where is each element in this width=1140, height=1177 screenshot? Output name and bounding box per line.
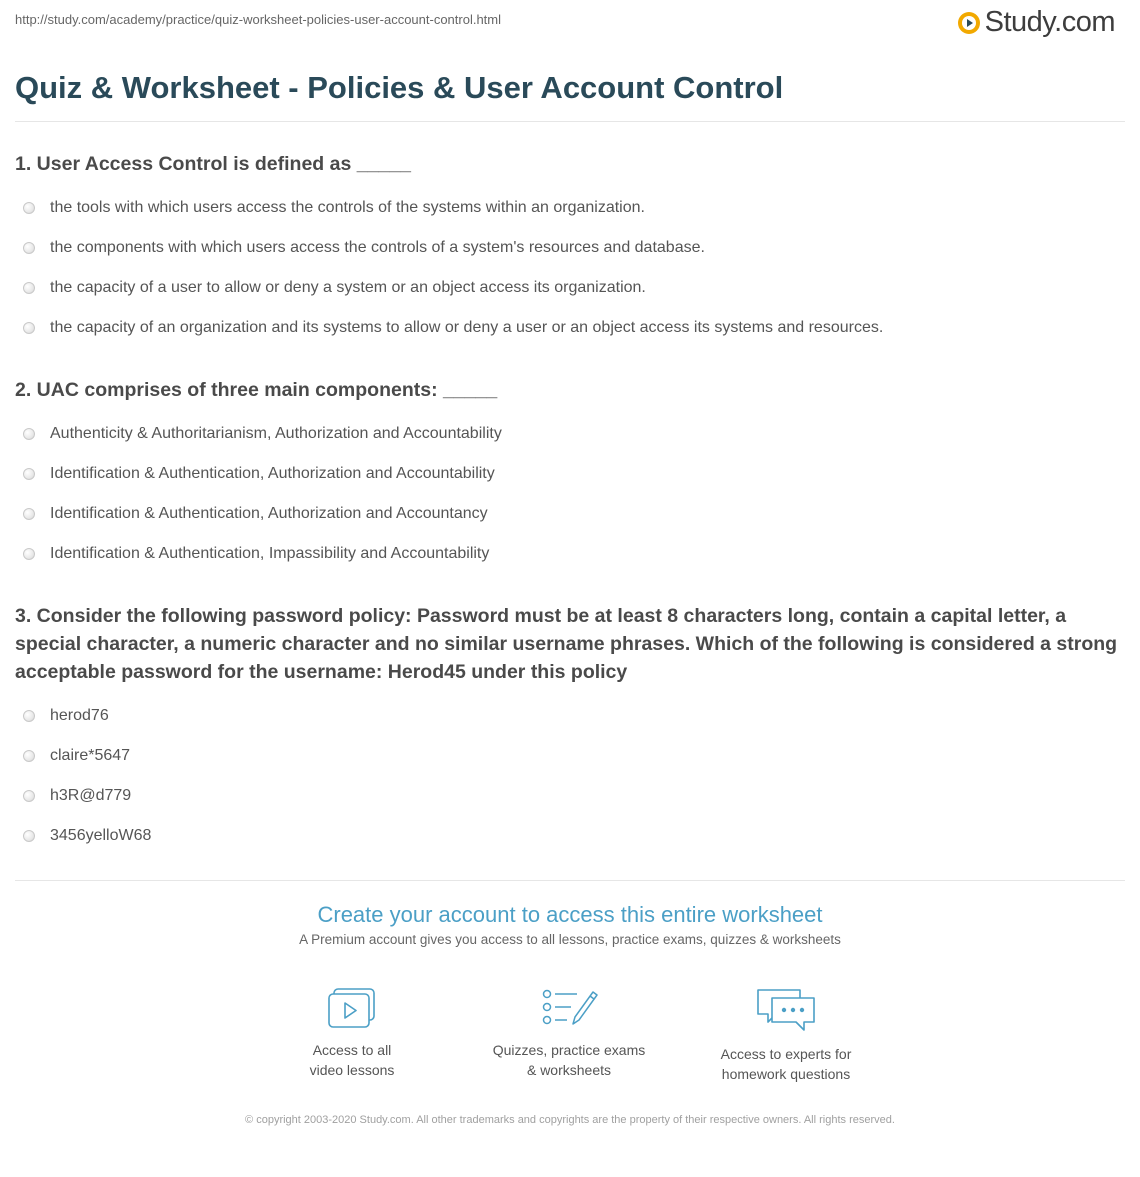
radio-button-icon[interactable] [23, 242, 35, 254]
answer-option-label: Identification & Authentication, Authorization and Accountability [50, 465, 495, 482]
question-text: 2. UAC comprises of three main components: _____ [15, 379, 498, 401]
question-text: 1. User Access Control is defined as _____ [15, 153, 411, 175]
page-url[interactable]: http://study.com/academy/practice/quiz-worksheet-policies-user-account-control.html [15, 12, 502, 27]
answer-option[interactable] [15, 308, 1125, 348]
answer-option[interactable] [15, 534, 1125, 574]
answer-option-label: the capacity of an organization and its systems to allow or deny a user or an object access its systems and resources. [50, 319, 884, 336]
radio-button-icon[interactable] [23, 202, 35, 214]
answer-option[interactable] [15, 268, 1125, 308]
radio-button-icon[interactable] [23, 508, 35, 520]
question-2 [15, 376, 1125, 574]
feature-label: Access to experts for homework questions [720, 1046, 852, 1082]
answer-option[interactable] [15, 696, 1125, 736]
radio-button-icon[interactable] [23, 710, 35, 722]
divider [15, 121, 1125, 122]
expert-chat-icon [754, 986, 818, 1034]
feature-experts [686, 986, 886, 1084]
feature-video-lessons [252, 986, 452, 1080]
answer-option[interactable] [15, 414, 1125, 454]
top-bar [15, 0, 1125, 50]
question-3 [15, 602, 1125, 856]
radio-button-icon[interactable] [23, 282, 35, 294]
answer-option-label: herod76 [50, 707, 109, 724]
answer-option[interactable] [15, 776, 1125, 816]
answer-option-label: 3456yelloW68 [50, 827, 152, 844]
cta-title[interactable]: Create your account to access this entire worksheet [317, 902, 823, 927]
radio-button-icon[interactable] [23, 830, 35, 842]
radio-button-icon[interactable] [23, 468, 35, 480]
answer-option-label: claire*5647 [50, 747, 131, 764]
copyright-notice: © copyright 2003-2020 Study.com. All other trademarks and copyrights are the property of their respective owners. All rights reserved. [245, 1114, 895, 1126]
signup-cta [0, 900, 1140, 947]
question-text: 3. Consider the following password policy: Password must be at least 8 characters long, contain a capital letter, a special character, a numeric character and no similar username phrases. Which of the following is considered a strong acceptable password for the username: Herod45 under this policy [15, 605, 1118, 683]
divider [15, 880, 1125, 881]
answer-option[interactable] [15, 736, 1125, 776]
feature-quizzes [469, 986, 669, 1080]
radio-button-icon[interactable] [23, 750, 35, 762]
question-1 [15, 150, 1125, 348]
question-list [15, 150, 1125, 884]
play-logo-icon [957, 11, 981, 35]
radio-button-icon[interactable] [23, 322, 35, 334]
radio-button-icon[interactable] [23, 428, 35, 440]
feature-label: Quizzes, practice exams & worksheets [492, 1042, 646, 1078]
answer-option[interactable] [15, 816, 1125, 856]
answer-option-label: the capacity of a user to allow or deny a system or an object access its organization. [50, 279, 646, 296]
radio-button-icon[interactable] [23, 548, 35, 560]
answer-option[interactable] [15, 188, 1125, 228]
brand-name: Study.com [984, 6, 1115, 38]
page-title: Quiz & Worksheet - Policies & User Account Control [15, 70, 784, 105]
feature-list [0, 986, 1140, 1096]
video-lesson-icon [325, 986, 379, 1030]
answer-option[interactable] [15, 494, 1125, 534]
answer-option-label: Identification & Authentication, Authorization and Accountancy [50, 505, 488, 522]
answer-option-label: Authenticity & Authoritarianism, Authorization and Accountability [50, 425, 502, 442]
feature-label: Access to all video lessons [309, 1042, 395, 1078]
answer-option-label: Identification & Authentication, Impassibility and Accountability [50, 545, 490, 562]
answer-option-label: h3R@d779 [50, 787, 132, 804]
quiz-checklist-icon [539, 986, 599, 1030]
study-logo[interactable] [957, 6, 1115, 39]
answer-option-label: the components with which users access the controls of a system's resources and database. [50, 239, 705, 256]
cta-subtitle: A Premium account gives you access to all lessons, practice exams, quizzes & worksheets [299, 932, 841, 947]
answer-option[interactable] [15, 228, 1125, 268]
answer-option[interactable] [15, 454, 1125, 494]
answer-option-label: the tools with which users access the controls of the systems within an organization. [50, 199, 645, 216]
radio-button-icon[interactable] [23, 790, 35, 802]
